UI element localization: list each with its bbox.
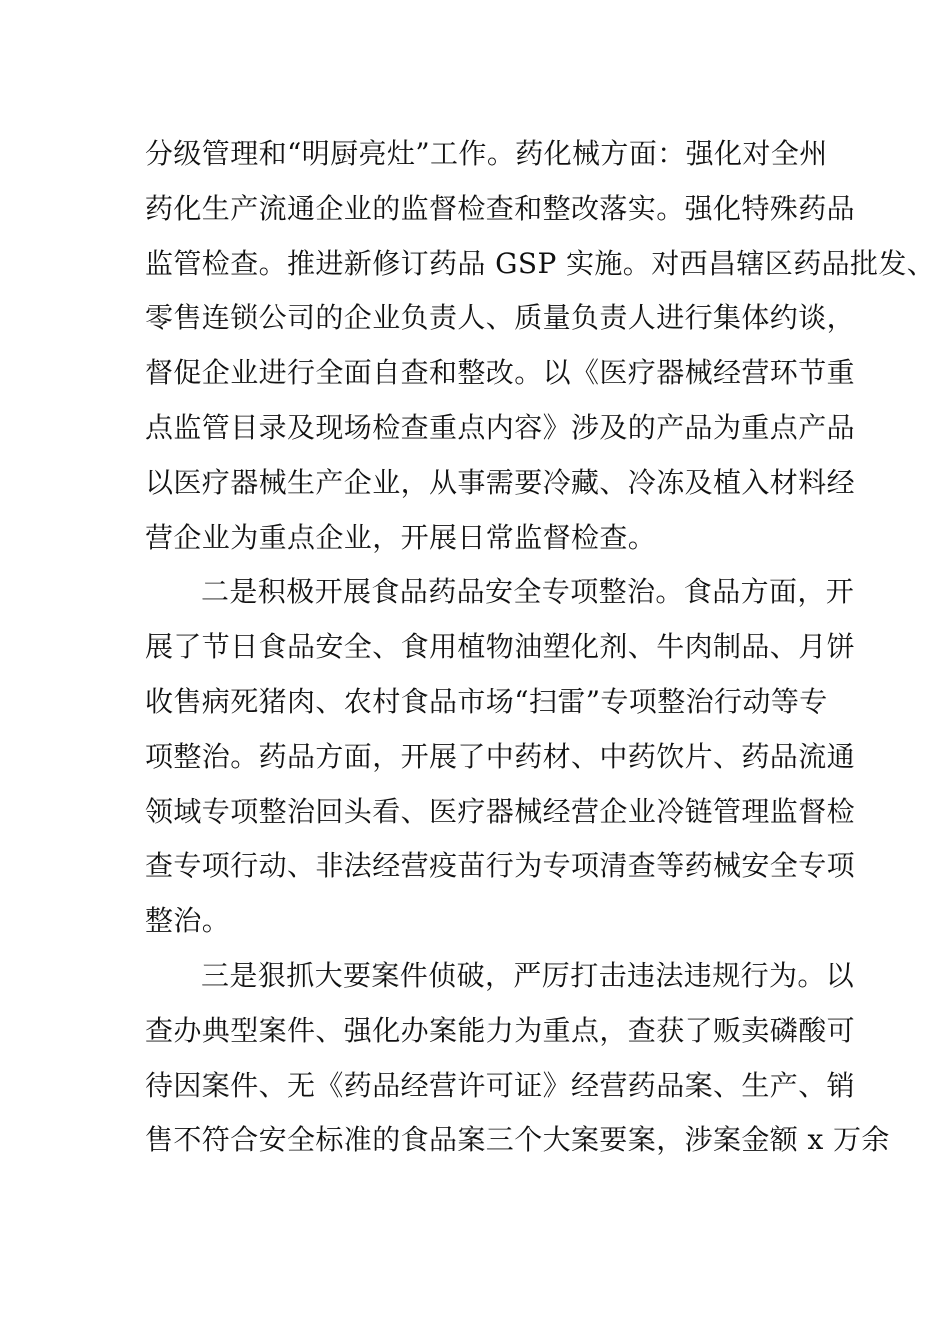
paragraph-1-line-4: 零售连锁公司的企业负责人、质量负责人进行集体约谈，: [145, 301, 856, 335]
paragraph-3-line-4: 售不符合安全标准的食品案三个大案要案，涉案金额 x 万余: [145, 1123, 890, 1157]
paragraph-3-line-3: 待因案件、无《药品经营许可证》经营药品案、生产、销: [145, 1068, 856, 1102]
paragraph-2-line-6: 查专项行动、非法经营疫苗行为专项清查等药械安全专项: [145, 849, 856, 883]
paragraph-1-line-7: 以医疗器械生产企业，从事需要冷藏、冷冻及植入材料经: [145, 465, 856, 499]
paragraph-1-line-5: 督促企业进行全面自查和整改。以《医疗器械经营环节重: [145, 356, 856, 390]
paragraph-1-line-3: 监管检查。推进新修订药品 GSP 实施。对西昌辖区药品批发、: [145, 246, 936, 280]
paragraph-1-line-6: 点监管目录及现场检查重点内容》涉及的产品为重点产品: [145, 410, 856, 444]
paragraph-2-line-7: 整治。: [145, 904, 231, 938]
paragraph-2-line-2: 展了节日食品安全、食用植物油塑化剂、牛肉制品、月饼: [145, 630, 856, 664]
paragraph-2-line-4: 项整治。药品方面，开展了中药材、中药饮片、药品流通: [145, 739, 856, 773]
paragraph-2-line-3: 收售病死猪肉、农村食品市场“扫雷”专项整治行动等专: [145, 684, 828, 718]
paragraph-3-line-1: 三是狠抓大要案件侦破，严厉打击违法违规行为。以: [201, 958, 855, 992]
paragraph-1-line-8: 营企业为重点企业，开展日常监督检查。: [145, 520, 657, 554]
paragraph-1-line-1: 分级管理和“明厨亮灶”工作。药化械方面：强化对全州: [145, 137, 828, 170]
document-body: [145, 127, 936, 1168]
paragraph-1-line-2: 药化生产流通企业的监督检查和整改落实。强化特殊药品: [145, 191, 856, 225]
paragraph-2-line-1: 二是积极开展食品药品安全专项整治。食品方面，开: [201, 575, 855, 609]
paragraph-2-line-5: 领域专项整治回头看、医疗器械经营企业冷链管理监督检: [145, 794, 856, 828]
paragraph-3-line-2: 查办典型案件、强化办案能力为重点，查获了贩卖磷酸可: [145, 1013, 856, 1047]
